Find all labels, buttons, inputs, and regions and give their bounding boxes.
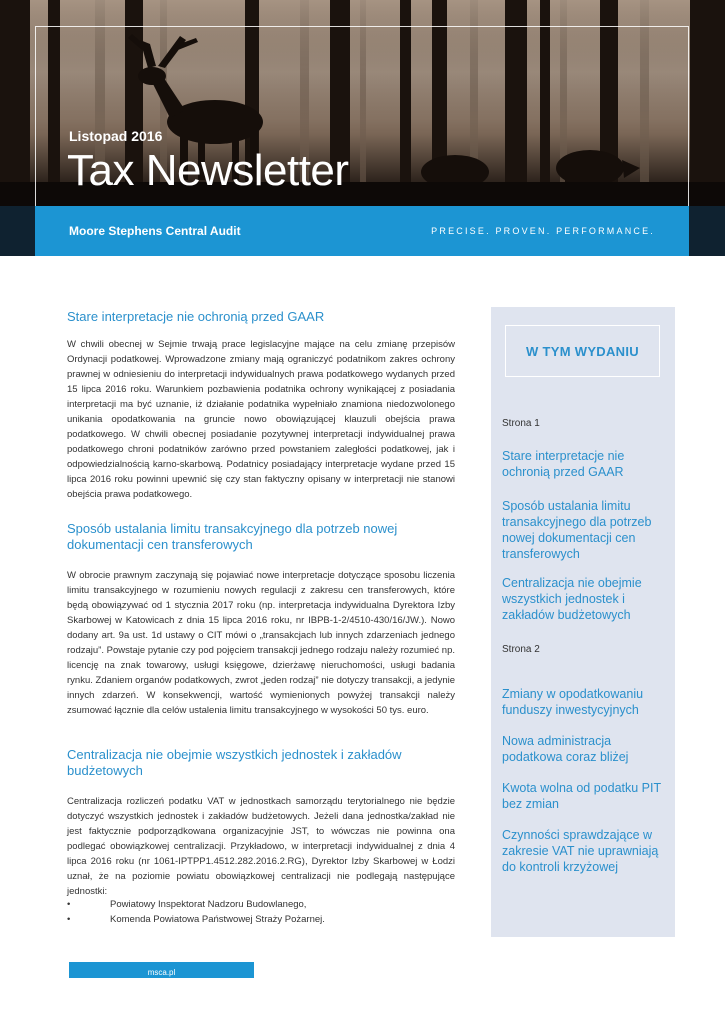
toc-link-vat-checks[interactable]: Czynności sprawdzające w zakresie VAT nie uprawniają do kontroli krzyżowej — [502, 828, 659, 874]
toc-link-gaar[interactable]: Stare interpretacje nie ochronią przed GAAR — [502, 449, 625, 479]
footer-bar — [69, 962, 254, 978]
list-item-text: Komenda Powiatowa Państwowej Straży Pożarnej. — [110, 914, 325, 925]
article-body: W obrocie prawnym zaczynają się pojawiać nowe interpretacje dotyczące sposobu liczenia limitu transakcyjnego w rozumieniu nowych regulacji z zakresu cen transferowych, które będą obowiązywać od 1 stycznia 2017 roku (np. interpretacja indywidualna Dyrektora Izby Skarbowej w Katowicach z dnia 15 lipca 2016 roku, nr IBPB-1-2/4510-430/16/JW.). Nowo dodany art. 9a ust. 1d ustawy o CIT mówi o „transakcjach lub innych zdarzeniach jednego rodzaju”. Powstaje pytanie czy pod pojęciem transakcji jednego rodzaju należy rozumieć np. licencję na znak towarowy, usługi księgowe, dzierżawę nieruchomości, usługi badania rynku. Zdaniem organów podatkowych, zwrot „jeden rodzaj” nie dotyczy transakcji, a jedynie innych zdarzeń. W konsekwencji, wartość wymienionych powyżej transakcji należy zsumować łącznie dla celów ustalenia limitu transakcyjnego w wysokości 50 tys. euro. — [67, 570, 455, 716]
header-forest-image — [0, 0, 725, 206]
article-heading: Centralizacja nie obejmie wszystkich jednostek i zakładów budżetowych — [67, 747, 402, 778]
list-item — [67, 912, 455, 927]
article-heading: Stare interpretacje nie ochronią przed GAAR — [67, 309, 325, 324]
bullet-icon: • — [67, 914, 71, 925]
article-heading: Sposób ustalania limitu transakcyjnego dla potrzeb nowej dokumentacji cen transferowych — [67, 521, 398, 552]
page-1-label: Strona 1 — [502, 418, 540, 429]
toc-title: W TYM WYDANIU — [526, 343, 639, 359]
newsletter-title: Tax Newsletter — [67, 146, 349, 195]
bullet-icon: • — [67, 899, 71, 910]
exempt-units-list — [67, 897, 455, 927]
brand-bar — [35, 206, 689, 256]
toc-title-box — [505, 325, 660, 377]
toc-link-investment-funds[interactable]: Zmiany w opodatkowaniu funduszy inwestycyjnych — [502, 687, 644, 717]
table-of-contents — [491, 307, 675, 937]
toc-link-tax-administration[interactable]: Nowa administracja podatkowa coraz bliżej — [502, 734, 629, 764]
list-item — [67, 897, 455, 912]
footer-url-link[interactable]: msca.pl — [147, 968, 176, 977]
company-name: Moore Stephens Central Audit — [69, 224, 241, 238]
list-item-text: Powiatowy Inspektorat Nadzoru Budowlanego, — [110, 899, 307, 910]
page-2-label: Strona 2 — [502, 644, 540, 655]
toc-link-pit-allowance[interactable]: Kwota wolna od podatku PIT bez zmian — [502, 781, 661, 811]
toc-link-transfer-pricing[interactable]: Sposób ustalania limitu transakcyjnego dla potrzeb nowej dokumentacji cen transferowych — [502, 499, 652, 561]
toc-link-centralization[interactable]: Centralizacja nie obejmie wszystkich jednostek i zakładów budżetowych — [502, 576, 642, 622]
article-body: W chwili obecnej w Sejmie trwają prace legislacyjne mające na celu zmianę przepisów Ordynacji podatkowej. Wprowadzone zmiany mają ograniczyć podatnikom zakres ochrony prawnej w odniesieniu do interpretacji indywidualnych prawa podatkowego wydanych przed 15 lipca 2016 roku. Warunkiem pozbawienia podatnika ochrony wynikającej z posiadania interpretacji ma być uznanie, iż działanie podatnika wypełniało znamiona niedozwolonego unikania opodatkowania na gruncie nowo obowiązującej klauzuli obejścia prawa podatkowego. W chwili obecnej posiadanie pozytywnej interpretacji indywidualnej prawa podatkowego chroni podatników zarówno przed powstaniem zaległości podatkowej, jak i odpowiedzialnością karno-skarbową. Podatnicy posiadający interpretacje wydane przed 15 lipca 2016 roku powinni upewnić się czy stan faktyczny opisany w interpretacji nie stanowi obejścia prawa podatkowego. — [67, 339, 455, 500]
tagline: PRECISE. PROVEN. PERFORMANCE. — [431, 226, 655, 236]
article-body: Centralizacja rozliczeń podatku VAT w jednostkach samorządu terytorialnego nie będzie dotyczyć wszystkich jednostek i zakładów budżetowych. Jeżeli dana jednostka/zakład nie jest faktycznie podporządkowana organizacyjnie JST, to wówczas nie powinna ona podlegać obowiązkowej centralizacji. Przykładowo, w interpretacji indywidualnej z dnia 4 lipca 2016 roku (nr 1061-IPTPP1.4512.282.2016.2.RG), Dyrektor Izby Skarbowej w Łodzi uznał, że na poziomie powiatu obowiązkowej centralizacji nie podlegają następujące jednostki: — [67, 796, 455, 897]
issue-date: Listopad 2016 — [69, 128, 163, 144]
